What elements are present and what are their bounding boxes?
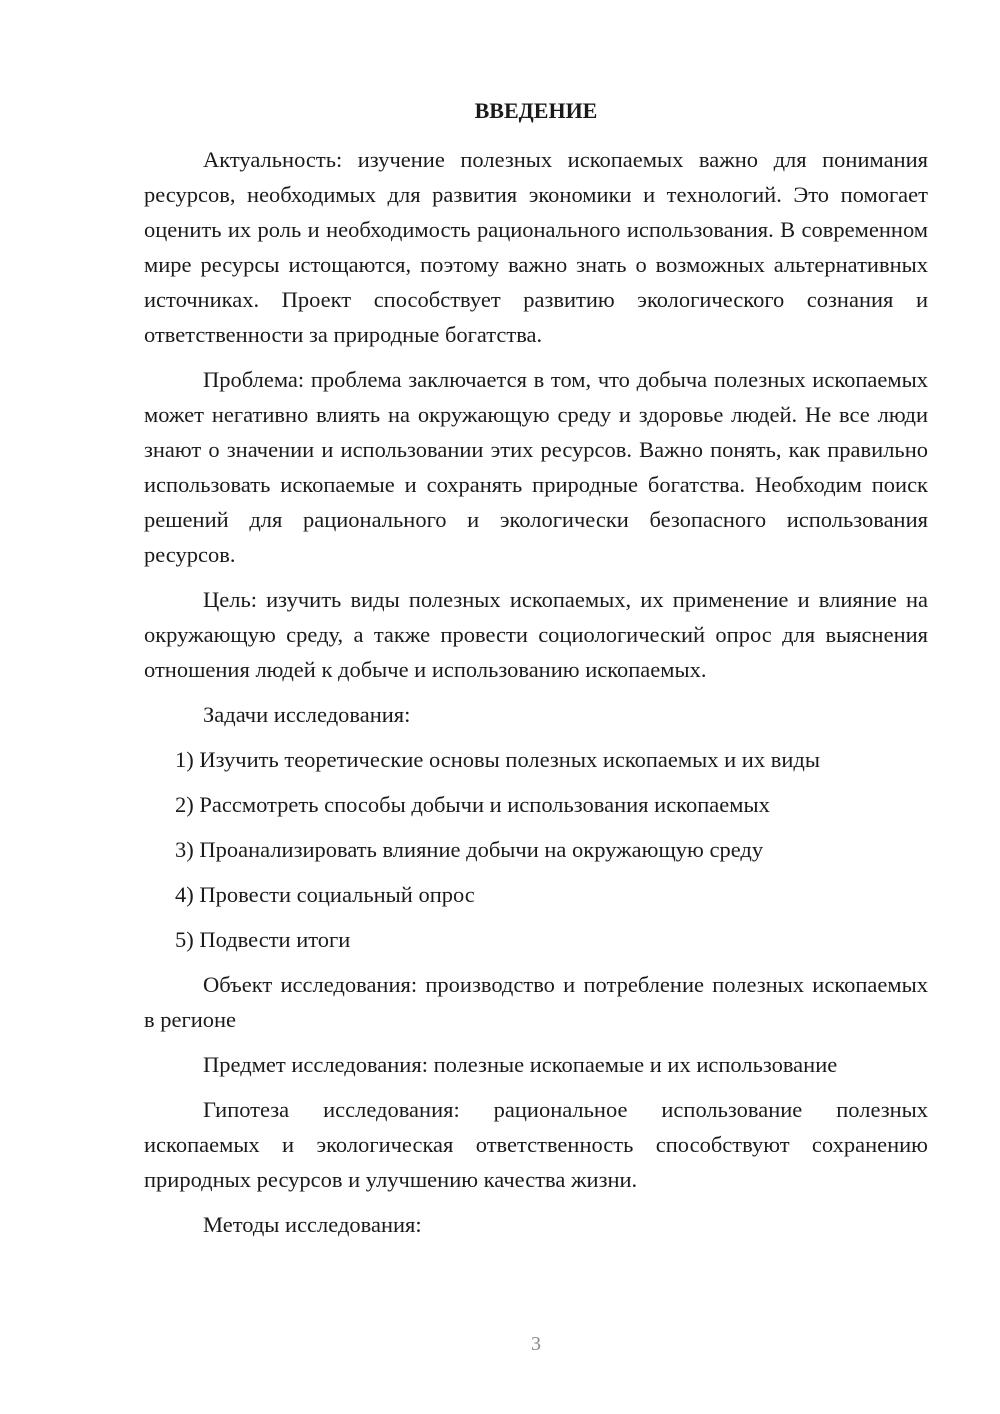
task-item: 2) Рассмотреть способы добычи и использования ископаемых — [175, 792, 770, 817]
tasks-list — [144, 742, 928, 957]
task-item: 3) Проанализировать влияние добычи на окружающую среду — [175, 837, 764, 862]
task-item: 4) Провести социальный опрос — [175, 882, 475, 907]
document-body — [144, 142, 928, 1252]
page-number: 3 — [531, 1333, 541, 1355]
object-paragraph: Объект исследования: производство и потребление полезных ископаемых в регионе — [144, 972, 928, 1032]
relevance-paragraph: Актуальность: изучение полезных ископаемых важно для понимания ресурсов, необходимых для развития экономики и технологий. Это помогает оценить их роль и необходимость рационального использования. В современном мире ресурсы истощаются, поэтому важно знать о возможных альтернативных источниках. Проект способствует развитию экологического сознания и ответственности за природные богатства. — [144, 147, 928, 347]
subject-paragraph: Предмет исследования: полезные ископаемые и их использование — [203, 1052, 838, 1077]
hypothesis-paragraph: Гипотеза исследования: рациональное использование полезных ископаемых и экологическая ответственность способствуют сохранению природных ресурсов и улучшению качества жизни. — [144, 1097, 928, 1192]
tasks-title: Задачи исследования: — [203, 702, 411, 727]
task-item: 1) Изучить теоретические основы полезных ископаемых и их виды — [175, 747, 820, 772]
methods-title: Методы исследования: — [203, 1212, 422, 1237]
section-heading: ВВЕДЕНИЕ — [474, 98, 598, 123]
goal-paragraph: Цель: изучить виды полезных ископаемых, их применение и влияние на окружающую среду, а также провести социологический опрос для выяснения отношения людей к добыче и использованию ископаемых. — [144, 587, 928, 682]
task-item: 5) Подвести итоги — [175, 927, 351, 952]
problem-paragraph: Проблема: проблема заключается в том, что добыча полезных ископаемых может негативно влиять на окружающую среду и здоровье людей. Не все люди знают о значении и использовании этих ресурсов. Важно понять, как правильно использовать ископаемые и сохранять природные богатства. Необходим поиск решений для рационального и экологически безопасного использования ресурсов. — [144, 367, 928, 567]
